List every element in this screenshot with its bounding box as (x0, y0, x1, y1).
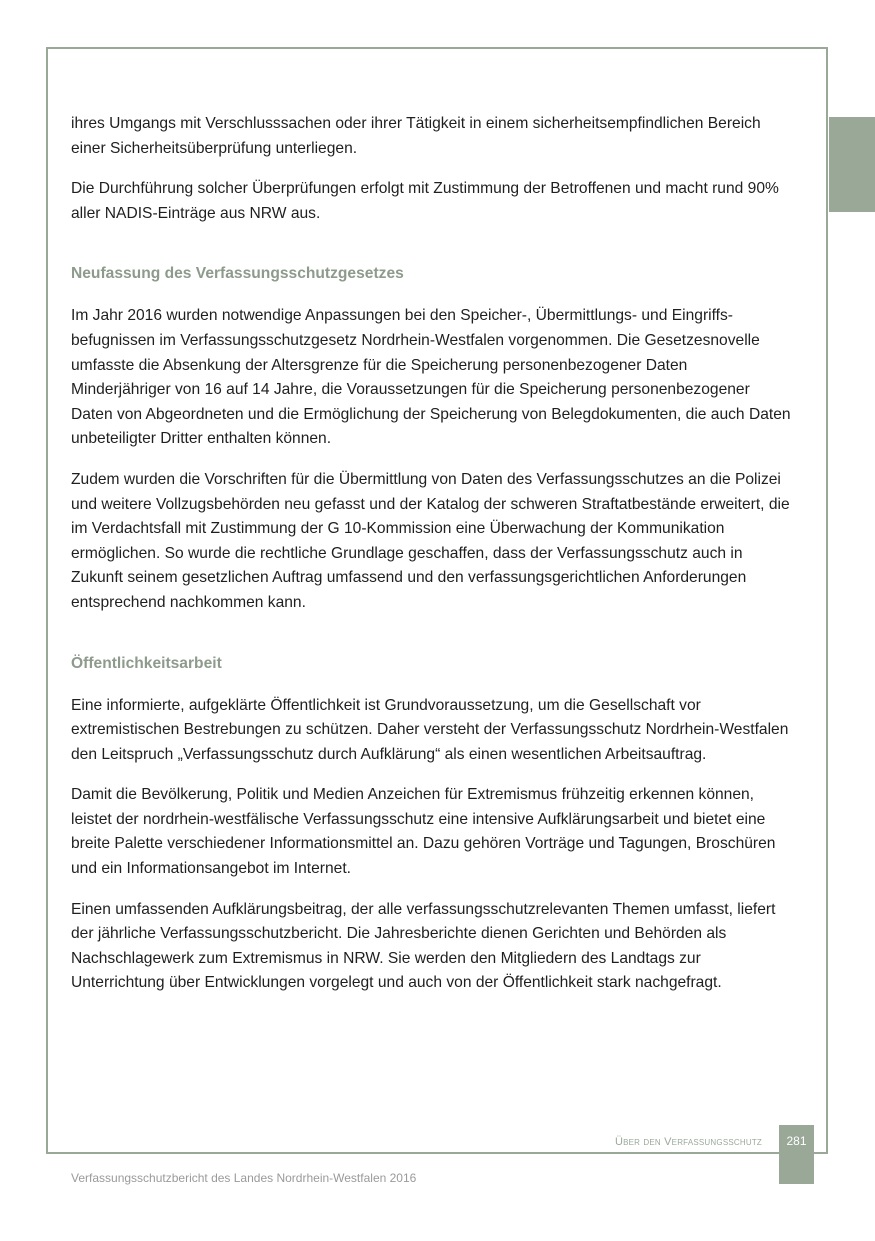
paragraph-4: Zudem wurden die Vorschriften für die Übermittlung von Daten des Verfassungsschutzes an die Polizei und weitere Vollzugsbehörden neu gefasst und der Katalog der schweren Straftatbestände erweitert, die im Verdachtsfall mit Zustimmung der G 10-Kommission eine Überwachung der Kommunikation ermöglichen. So wurde die rechtliche Grundlage geschaffen, dass der Verfassungsschutz auch in Zukunft seinem gesetzlichen Auftrag umfassend und den verfassungsgerichtlichen Anforderungen entsprechend nachkommen kann. (71, 470, 790, 611)
paragraph-7: Einen umfassenden Aufklärungsbeitrag, der alle verfassungsschutzrelevanten Themen umfasst, liefert der jährliche Verfassungsschutzbericht. Die Jahresberichte dienen Gerichten und Behörden als Nachschlagewerk zum Extremismus in NRW. Sie werden den Mitgliedern des Landtags zur Unterrichtung über Entwicklungen vorgelegt und auch von der Öffentlichkeit stark nachgefragt. (71, 900, 776, 992)
running-head: Über den Verfassungsschutz (614, 1136, 762, 1148)
paragraph-5: Eine informierte, aufgeklärte Öffentlichkeit ist Grundvoraussetzung, um die Gesellschaft vor extremistischen Bestrebungen zu schützen. Daher versteht der Verfassungsschutz Nordrhein-Westfalen den Leitspruch „Verfassungsschutz durch Aufklärung“ als einen wesentlichen Arbeitsauftrag. (71, 696, 789, 763)
paragraph-6: Damit die Bevölkerung, Politik und Medien Anzeichen für Extremismus frühzeitig erkennen können, leistet der nordrhein-westfälische Verfassungsschutz eine intensive Aufklärungsarbeit und bietet eine breite Palette verschiedener Informationsmittel an. Dazu gehören Vorträge und Tagungen, Broschüren und ein Informationsangebot im Internet. (71, 786, 776, 878)
paragraph-2: Die Durchführung solcher Überprüfungen erfolgt mit Zustimmung der Betroffenen und macht rund 90% aller NADIS-Einträge aus NRW aus. (71, 180, 779, 222)
section-heading-neufassung: Neufassung des Verfassungsschutzgesetzes (71, 265, 404, 283)
footer-title: Verfassungsschutzbericht des Landes Nordrhein-Westfalen 2016 (71, 1171, 417, 1185)
main-content (71, 112, 791, 1012)
chapter-side-tab (829, 117, 875, 212)
paragraph-3: Im Jahr 2016 wurden notwendige Anpassungen bei den Speicher-, Übermittlungs- und Eingriffsbefugnissen im Verfassungsschutzgesetz Nordrhein-Westfalen vorgenommen. Die Gesetzesnovelle umfasste die Absenkung der Altersgrenze für die Speicherung personenbezogener Daten Minderjähriger von 16 auf 14 Jahre, die Voraussetzungen für die Speicherung personenbezogener Daten von Abgeordneten und die Ermöglichung der Speicherung von Belegdokumenten, die auch Daten unbeteiligter Dritter enthalten können. (71, 307, 791, 448)
page-number-box (779, 1125, 814, 1184)
paragraph-1: ihres Umgangs mit Verschlusssachen oder ihrer Tätigkeit in einem sicherheitsempfindlichen Bereich einer Sicherheitsüberprüfung unterliegen. (71, 115, 761, 157)
page-number: 281 (786, 1134, 807, 1148)
section-heading-oeffentlichkeitsarbeit: Öffentlichkeitsarbeit (71, 654, 222, 672)
